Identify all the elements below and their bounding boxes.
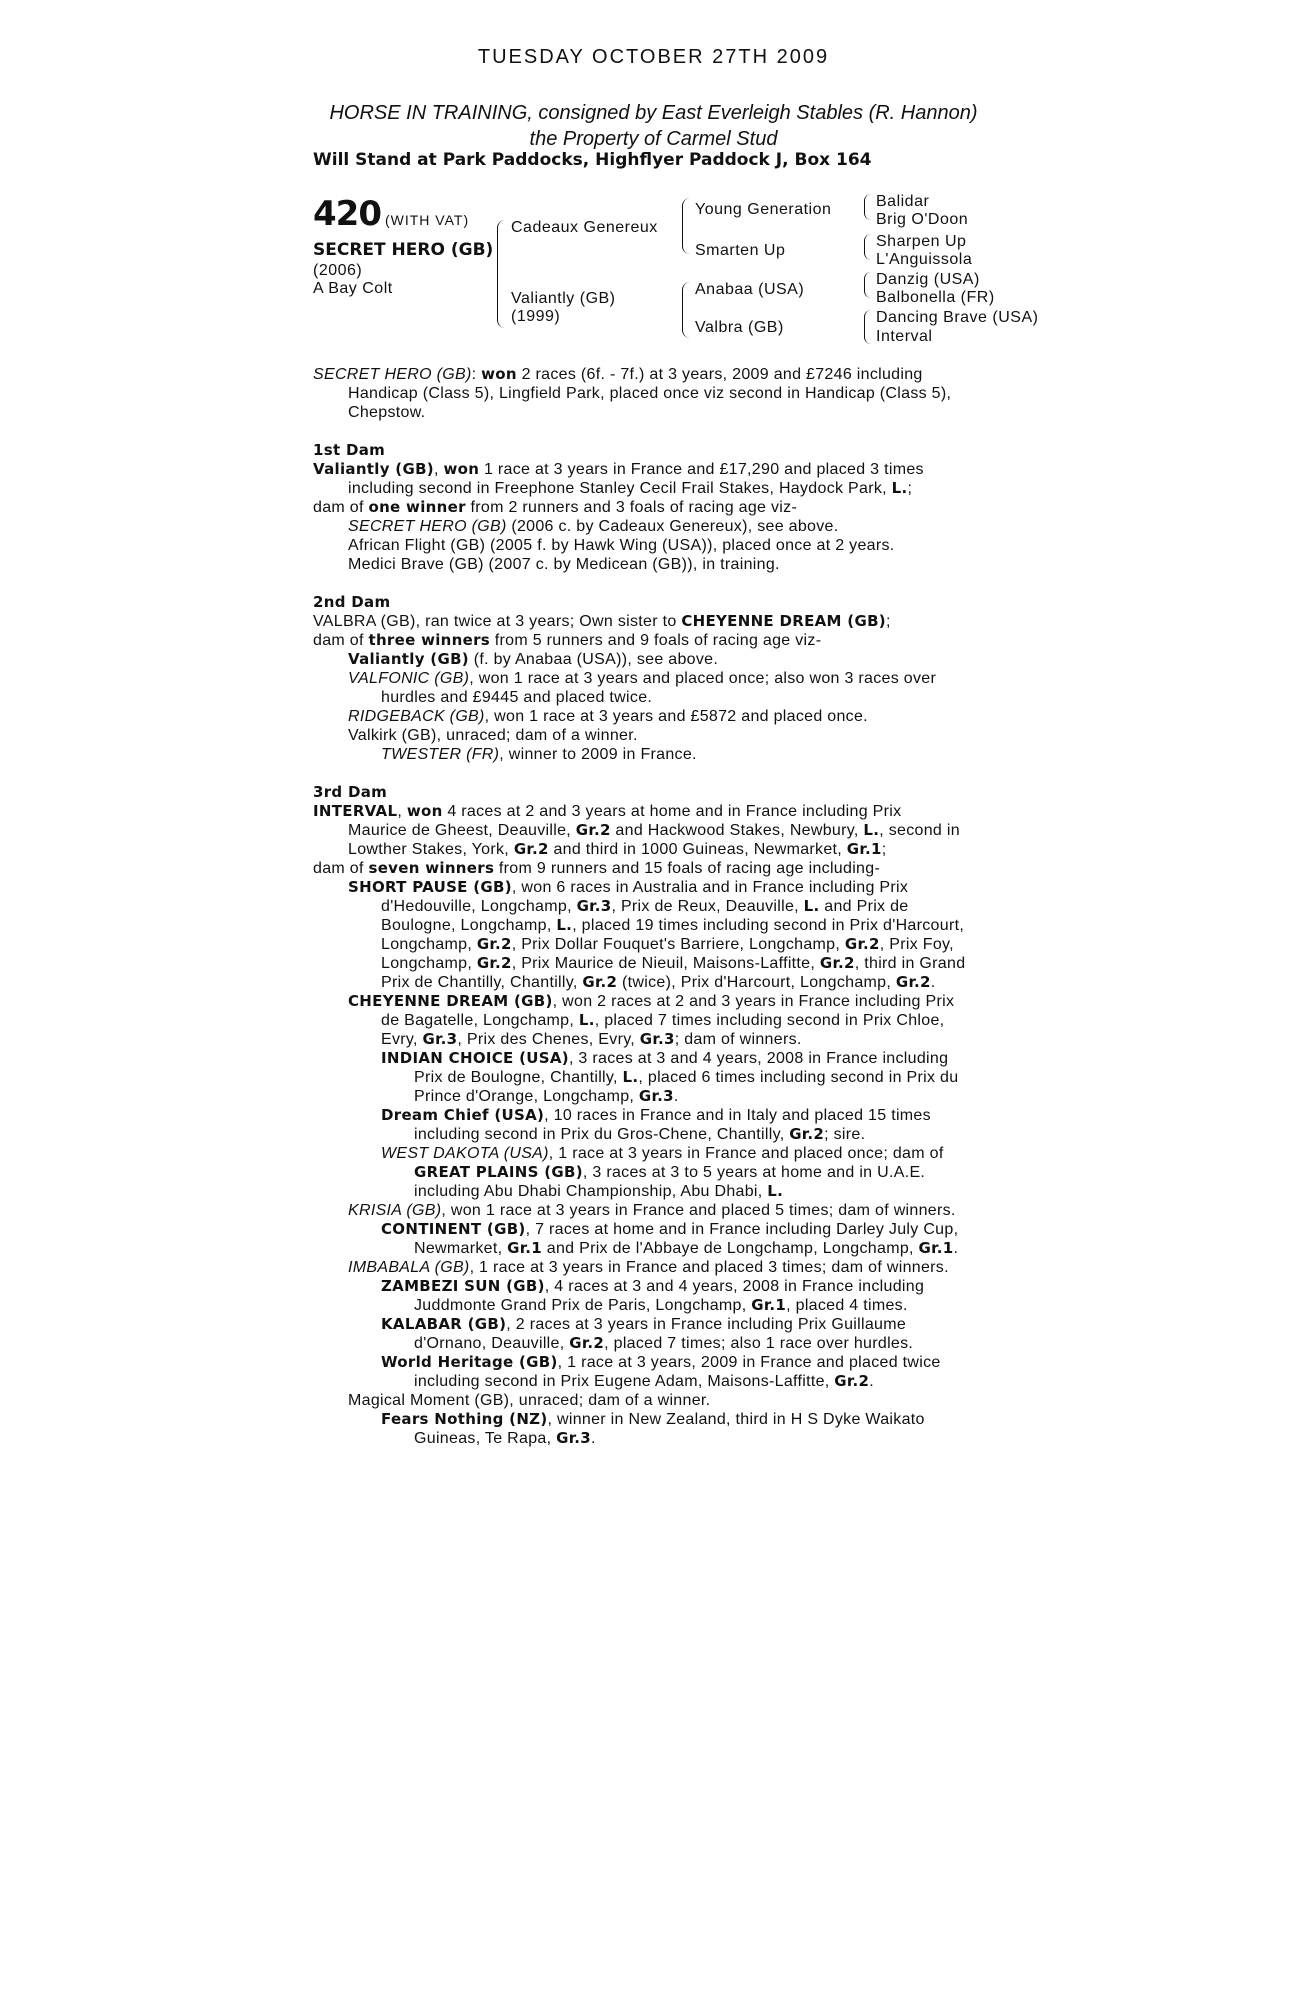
pedigree-dam-sire: Anabaa (USA) <box>695 281 805 298</box>
grade: Gr.2 <box>834 1372 870 1390</box>
text: , placed 6 times including second in Prix du <box>638 1069 959 1086</box>
pedigree-g3-5: Danzig (USA) <box>876 271 980 288</box>
text: Longchamp, <box>381 936 477 953</box>
text: . <box>673 1088 679 1105</box>
second-dam-section <box>313 580 998 764</box>
progeny-name: WEST DAKOTA (USA) <box>381 1145 549 1162</box>
text: , 1 race at 3 years in France and placed once; dam of <box>548 1145 944 1162</box>
text: , 1 race at 3 years in France and placed 3 times; dam of winners. <box>469 1259 949 1276</box>
pedigree-g3-7: Dancing Brave (USA) <box>876 309 1039 326</box>
progeny-line: Magical Moment (GB), unraced; dam of a winner. <box>348 1392 711 1409</box>
brace-g1 <box>864 194 871 220</box>
text: Lowther Stakes, York, <box>348 841 514 858</box>
text: , placed 4 times. <box>786 1297 908 1314</box>
text: including second in Prix Eugene Adam, Maisons-Laffitte, <box>414 1373 835 1390</box>
text: , Prix des Chenes, Evry, <box>457 1031 640 1048</box>
text: . <box>953 1240 959 1257</box>
text: Prix de Boulogne, Chantilly, <box>414 1069 623 1086</box>
text: , won 1 race at 3 years in France and placed 5 times; dam of winners. <box>441 1202 956 1219</box>
record-won: won <box>481 365 517 383</box>
text: , winner in New Zealand, third in H S Dyke Waikato <box>547 1411 925 1428</box>
brace-dam <box>682 282 691 338</box>
pedigree-sire: Cadeaux Genereux <box>511 219 658 236</box>
grade: L. <box>803 897 820 915</box>
text: (2006 c. by Cadeaux Genereux), see above. <box>506 518 839 535</box>
progeny-name: KALABAR (GB) <box>381 1315 507 1333</box>
grade: Gr.1 <box>751 1296 787 1314</box>
grade: Gr.2 <box>582 973 618 991</box>
pedigree-dam-dam: Valbra (GB) <box>695 319 784 336</box>
text: and Prix de <box>819 898 909 915</box>
text: Prix de Chantilly, Chantilly, <box>381 974 583 991</box>
text: from 2 runners and 3 foals of racing age viz- <box>465 499 798 516</box>
horse-foaling-year: (2006) <box>313 262 363 279</box>
grade: Gr.2 <box>819 954 855 972</box>
text: , Prix Maurice de Nieuil, Maisons-Laffitte, <box>511 955 820 972</box>
grade: Gr.2 <box>844 935 880 953</box>
text: d'Hedouville, Longchamp, <box>381 898 577 915</box>
grade: Gr.2 <box>575 821 611 839</box>
text: , 3 races at 3 to 5 years at home and in U.A.E. <box>582 1164 926 1181</box>
property-line: the Property of Carmel Stud <box>529 128 778 150</box>
progeny-name: Valiantly (GB) <box>348 650 469 668</box>
brace-gen1 <box>497 220 506 328</box>
progeny-line: Medici Brave (GB) (2007 c. by Medicean (GB)), in training. <box>348 556 780 573</box>
progeny-name: CHEYENNE DREAM (GB) <box>348 992 553 1010</box>
text: Boulogne, Longchamp, <box>381 917 557 934</box>
text: dam of <box>313 499 369 516</box>
progeny-name: Dream Chief (USA) <box>381 1106 545 1124</box>
text: , won 1 race at 3 years and placed once; also won 3 races over <box>469 670 937 687</box>
pedigree-g3-6: Balbonella (FR) <box>876 289 995 306</box>
grade: Gr.3 <box>576 897 612 915</box>
grade: Gr.2 <box>513 840 549 858</box>
grade: Gr.1 <box>507 1239 543 1257</box>
sale-date: TUESDAY OCTOBER 27TH 2009 <box>477 46 830 68</box>
record-line: Chepstow. <box>348 404 426 421</box>
pedigree-g3-1: Balidar <box>876 193 930 210</box>
text: Prince d'Orange, Longchamp, <box>414 1088 639 1105</box>
winners-count: seven winners <box>368 859 495 877</box>
record-text: 2 races (6f. - 7f.) at 3 years, 2009 and £7246 including <box>516 366 923 383</box>
text: , second in <box>879 822 960 839</box>
third-dam-section <box>313 770 998 1448</box>
text: Juddmonte Grand Prix de Paris, Longchamp, <box>414 1297 752 1314</box>
pedigree-g3-4: L'Anguissola <box>876 251 973 268</box>
lot-number: 420 <box>313 194 381 234</box>
stand-location: Will Stand at Park Paddocks, Highflyer Paddock J, Box 164 <box>313 150 872 170</box>
text: including second in Freephone Stanley Cecil Frail Stakes, Haydock Park, <box>348 480 892 497</box>
progeny-name: SECRET HERO (GB) <box>348 518 507 535</box>
text: from 9 runners and 15 foals of racing age including- <box>494 860 881 877</box>
race-record <box>313 365 998 422</box>
text: , 10 races in France and in Italy and placed 15 times <box>544 1107 931 1124</box>
text: , won 1 race at 3 years and £5872 and placed once. <box>484 708 868 725</box>
text: VALBRA (GB), ran twice at 3 years; Own sister to <box>313 613 682 630</box>
second-dam-heading: 2nd Dam <box>313 593 391 611</box>
consignment-line: HORSE IN TRAINING, consigned by East Everleigh Stables (R. Hannon) <box>329 102 978 124</box>
pedigree-g3-2: Brig O'Doon <box>876 211 969 228</box>
progeny-name: KRISIA (GB) <box>348 1202 442 1219</box>
grade: Gr.2 <box>789 1125 825 1143</box>
progeny-name: CONTINENT (GB) <box>381 1220 526 1238</box>
grade: Gr.3 <box>422 1030 458 1048</box>
grade: L. <box>767 1182 784 1200</box>
brace-sire <box>682 198 691 254</box>
grade: L. <box>622 1068 639 1086</box>
grade: Gr.3 <box>556 1429 591 1447</box>
won-label: won <box>443 460 480 478</box>
brace-g4 <box>864 310 871 344</box>
text: , placed 7 times including second in Prix Chloe, <box>594 1012 945 1029</box>
grade: Gr.1 <box>846 840 882 858</box>
sep: , <box>433 461 444 478</box>
sep: , <box>397 803 407 820</box>
text: . <box>869 1373 874 1390</box>
text: Evry, <box>381 1031 423 1048</box>
grade: Gr.3 <box>638 1087 674 1105</box>
horse-description: A Bay Colt <box>313 280 393 297</box>
progeny-name: GREAT PLAINS (GB) <box>414 1163 583 1181</box>
text: Guineas, Te Rapa, <box>414 1430 557 1447</box>
grade: L. <box>556 916 573 934</box>
dam-name: INTERVAL <box>313 802 398 820</box>
winners-count: one winner <box>368 498 466 516</box>
text: ; sire. <box>824 1126 866 1143</box>
text: , third in Grand <box>854 955 966 972</box>
text: . <box>930 974 936 991</box>
text: d'Ornano, Deauville, <box>414 1335 570 1352</box>
text: ; <box>881 841 887 858</box>
text: , 7 races at home and in France including Darley July Cup, <box>525 1221 959 1238</box>
grade: Gr.2 <box>476 954 512 972</box>
text: , placed 19 times including second in Prix d'Harcourt, <box>572 917 965 934</box>
lot-number-block <box>313 194 469 234</box>
progeny-name: SHORT PAUSE (GB) <box>348 878 512 896</box>
progeny-name: TWESTER (FR) <box>381 746 500 763</box>
winners-count: three winners <box>368 631 491 649</box>
pedigree-dam: Valiantly (GB) <box>511 290 616 307</box>
pedigree-sire-dam: Smarten Up <box>695 242 786 259</box>
progeny-line: African Flight (GB) (2005 f. by Hawk Wing (USA)), placed once at 2 years. <box>348 537 895 554</box>
text: , placed 7 times; also 1 race over hurdles. <box>604 1335 914 1352</box>
text: including second in Prix du Gros-Chene, Chantilly, <box>414 1126 790 1143</box>
text: Maurice de Gheest, Deauville, <box>348 822 576 839</box>
text: , won 6 races in Australia and in France including Prix <box>511 879 909 896</box>
text: and Prix de l'Abbaye de Longchamp, Longchamp, <box>542 1240 919 1257</box>
text: dam of <box>313 632 369 649</box>
text: ; dam of winners. <box>674 1031 802 1048</box>
text: Newmarket, <box>414 1240 508 1257</box>
text: dam of <box>313 860 369 877</box>
progeny-name: INDIAN CHOICE (USA) <box>381 1049 569 1067</box>
text: de Bagatelle, Longchamp, <box>381 1012 579 1029</box>
text: , winner to 2009 in France. <box>499 746 697 763</box>
text: (f. by Anabaa (USA)), see above. <box>468 651 719 668</box>
grade: Gr.2 <box>476 935 512 953</box>
text: 1 race at 3 years in France and £17,290 and placed 3 times <box>479 461 924 478</box>
first-dam-heading: 1st Dam <box>313 441 386 459</box>
text: and Hackwood Stakes, Newbury, <box>610 822 864 839</box>
text: , Prix Dollar Fouquet's Barriere, Longchamp, <box>511 936 845 953</box>
text: (twice), Prix d'Harcourt, Longchamp, <box>617 974 896 991</box>
record-sep: : <box>471 366 482 383</box>
progeny-name: RIDGEBACK (GB) <box>348 708 485 725</box>
text: and third in 1000 Guineas, Newmarket, <box>548 841 847 858</box>
record-horse-name: SECRET HERO (GB) <box>313 366 472 383</box>
progeny-name: World Heritage (GB) <box>381 1353 558 1371</box>
text: ; <box>885 613 891 630</box>
won-label: won <box>406 802 443 820</box>
text: , 2 races at 3 years in France including Prix Guillaume <box>506 1316 907 1333</box>
text: including Abu Dhabi Championship, Abu Dhabi, <box>414 1183 768 1200</box>
progeny-name: Fears Nothing (NZ) <box>381 1410 548 1428</box>
vat-note: (WITH VAT) <box>384 212 470 228</box>
pedigree-dam-year: (1999) <box>511 308 561 325</box>
grade: Gr.2 <box>895 973 931 991</box>
text: 4 races at 2 and 3 years at home and in France including Prix <box>442 803 902 820</box>
pedigree-g3-3: Sharpen Up <box>876 233 967 250</box>
progeny-line: Valkirk (GB), unraced; dam of a winner. <box>348 727 638 744</box>
text: Longchamp, <box>381 955 477 972</box>
progeny-name: VALFONIC (GB) <box>348 670 470 687</box>
brace-g2 <box>864 234 871 260</box>
grade: L. <box>863 821 880 839</box>
progeny-line: hurdles and £9445 and placed twice. <box>381 689 653 706</box>
brace-g3 <box>864 272 871 298</box>
text: from 5 runners and 9 foals of racing age viz- <box>490 632 822 649</box>
pedigree-g3-8: Interval <box>876 328 933 345</box>
grade: Gr.1 <box>918 1239 954 1257</box>
grade: Gr.3 <box>639 1030 675 1048</box>
grade: L. <box>891 479 908 497</box>
text: ; <box>907 480 913 497</box>
grade: L. <box>578 1011 595 1029</box>
first-dam-section <box>313 428 998 574</box>
text: , won 2 races at 2 and 3 years in France including Prix <box>552 993 955 1010</box>
record-line: Handicap (Class 5), Lingfield Park, placed once viz second in Handicap (Class 5), <box>348 385 952 402</box>
progeny-name: IMBABALA (GB) <box>348 1259 470 1276</box>
progeny-name: ZAMBEZI SUN (GB) <box>381 1277 545 1295</box>
text: , Prix Foy, <box>879 936 954 953</box>
text: , 3 races at 3 and 4 years, 2008 in France including <box>568 1050 949 1067</box>
text: . <box>591 1430 596 1447</box>
sister-name: CHEYENNE DREAM (GB) <box>681 612 886 630</box>
text: , 1 race at 3 years, 2009 in France and placed twice <box>557 1354 941 1371</box>
third-dam-heading: 3rd Dam <box>313 783 388 801</box>
grade: Gr.2 <box>569 1334 605 1352</box>
dam-name: Valiantly (GB) <box>313 460 434 478</box>
horse-name: SECRET HERO (GB) <box>313 240 494 260</box>
text: , Prix de Reux, Deauville, <box>611 898 804 915</box>
pedigree-sire-sire: Young Generation <box>695 201 832 218</box>
text: , 4 races at 3 and 4 years, 2008 in France including <box>544 1278 925 1295</box>
consignment-header <box>0 100 1307 152</box>
